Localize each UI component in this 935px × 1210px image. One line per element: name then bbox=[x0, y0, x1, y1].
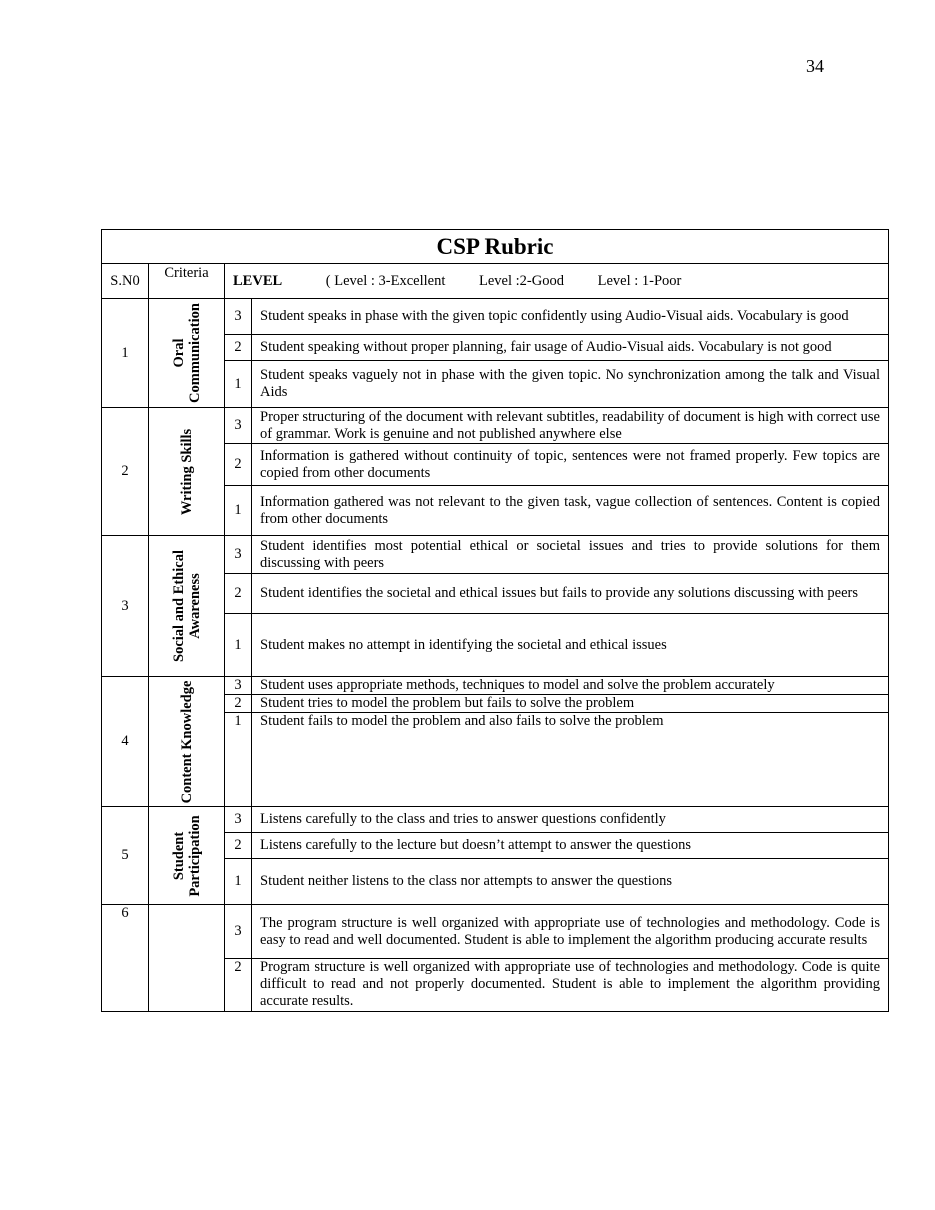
level-excellent: ( Level : 3-Excellent bbox=[325, 272, 446, 289]
row-number: 4 bbox=[102, 677, 149, 807]
level-poor: Level : 1-Poor bbox=[597, 272, 682, 289]
level-good: Level :2-Good bbox=[479, 272, 564, 289]
level-value: 3 bbox=[225, 807, 252, 833]
level-value: 2 bbox=[225, 959, 252, 1012]
level-description: Student identifies most potential ethical or societal issues and tries to provide solutions for them discussing with peers bbox=[252, 536, 889, 574]
rubric-table bbox=[101, 229, 889, 1012]
level-value: 3 bbox=[225, 536, 252, 574]
level-description: The program structure is well organized with appropriate use of technologies and methodology. Code is easy to read and well documented. Student is able to implement the algorithm producing accurate results bbox=[252, 905, 889, 959]
sno-header: S.N0 bbox=[102, 264, 149, 299]
level-description: Listens carefully to the class and tries to answer questions confidently bbox=[252, 807, 889, 833]
criteria-cell bbox=[149, 807, 225, 905]
level-label: LEVEL bbox=[233, 272, 283, 289]
row-number: 5 bbox=[102, 807, 149, 905]
level-value: 1 bbox=[225, 713, 252, 807]
level-value: 2 bbox=[225, 574, 252, 614]
criteria-label: Social and Ethical Awareness bbox=[170, 550, 203, 662]
level-value: 1 bbox=[225, 361, 252, 408]
level-description: Student speaking without proper planning, fair usage of Audio-Visual aids. Vocabulary is not good bbox=[252, 335, 889, 361]
rubric-title: CSP Rubric bbox=[102, 230, 889, 264]
row-number: 6 bbox=[102, 905, 149, 1012]
level-description: Student fails to model the problem and also fails to solve the problem bbox=[252, 713, 889, 807]
level-description: Student identifies the societal and ethical issues but fails to provide any solutions discussing with peers bbox=[252, 574, 889, 614]
criteria-label: Writing Skills bbox=[178, 428, 195, 515]
level-value: 1 bbox=[225, 614, 252, 677]
criteria-label: Student Participation bbox=[170, 814, 203, 897]
criteria-cell bbox=[149, 408, 225, 536]
criteria-cell bbox=[149, 677, 225, 807]
table-row bbox=[102, 299, 889, 335]
level-value: 3 bbox=[225, 905, 252, 959]
level-description: Proper structuring of the document with relevant subtitles, readability of document is high with correct use of grammar. Work is genuine and not published anywhere else bbox=[252, 408, 889, 444]
level-value: 2 bbox=[225, 833, 252, 859]
table-row bbox=[102, 807, 889, 833]
table-row bbox=[102, 905, 889, 959]
level-value: 3 bbox=[225, 408, 252, 444]
level-description: Information is gathered without continuity of topic, sentences were not framed properly. Few topics are copied from other documents bbox=[252, 444, 889, 486]
criteria-label: Oral Communication bbox=[170, 303, 203, 403]
level-description: Student speaks vaguely not in phase with the given topic. No synchronization among the talk and Visual Aids bbox=[252, 361, 889, 408]
level-description: Information gathered was not relevant to the given task, vague collection of sentences. Content is copied from other documents bbox=[252, 486, 889, 536]
level-value: 2 bbox=[225, 444, 252, 486]
criteria-cell bbox=[149, 905, 225, 1012]
level-value: 2 bbox=[225, 335, 252, 361]
criteria-label: Content Knowledge bbox=[178, 680, 195, 803]
level-value: 2 bbox=[225, 695, 252, 713]
criteria-cell bbox=[149, 536, 225, 677]
page-number: 34 bbox=[806, 56, 824, 76]
criteria-header: Criteria bbox=[149, 264, 225, 299]
level-description: Student uses appropriate methods, techniques to model and solve the problem accurately bbox=[252, 677, 889, 695]
row-number: 1 bbox=[102, 299, 149, 408]
table-row bbox=[102, 536, 889, 574]
table-row bbox=[102, 408, 889, 444]
level-value: 3 bbox=[225, 299, 252, 335]
level-value: 1 bbox=[225, 859, 252, 905]
row-number: 2 bbox=[102, 408, 149, 536]
row-number: 3 bbox=[102, 536, 149, 677]
criteria-cell bbox=[149, 299, 225, 408]
level-value: 1 bbox=[225, 486, 252, 536]
level-description: Student neither listens to the class nor attempts to answer the questions bbox=[252, 859, 889, 905]
level-header bbox=[225, 264, 889, 299]
level-description: Student makes no attempt in identifying the societal and ethical issues bbox=[252, 614, 889, 677]
table-row bbox=[102, 677, 889, 695]
level-description: Student speaks in phase with the given topic confidently using Audio-Visual aids. Vocabulary is good bbox=[252, 299, 889, 335]
level-value: 3 bbox=[225, 677, 252, 695]
level-description: Listens carefully to the lecture but doesn’t attempt to answer the questions bbox=[252, 833, 889, 859]
level-description: Program structure is well organized with appropriate use of technologies and methodology. Code is quite difficult to read and not properly documented. Student is able to implement the algorithm providing accurate results. bbox=[252, 959, 889, 1012]
level-description: Student tries to model the problem but fails to solve the problem bbox=[252, 695, 889, 713]
